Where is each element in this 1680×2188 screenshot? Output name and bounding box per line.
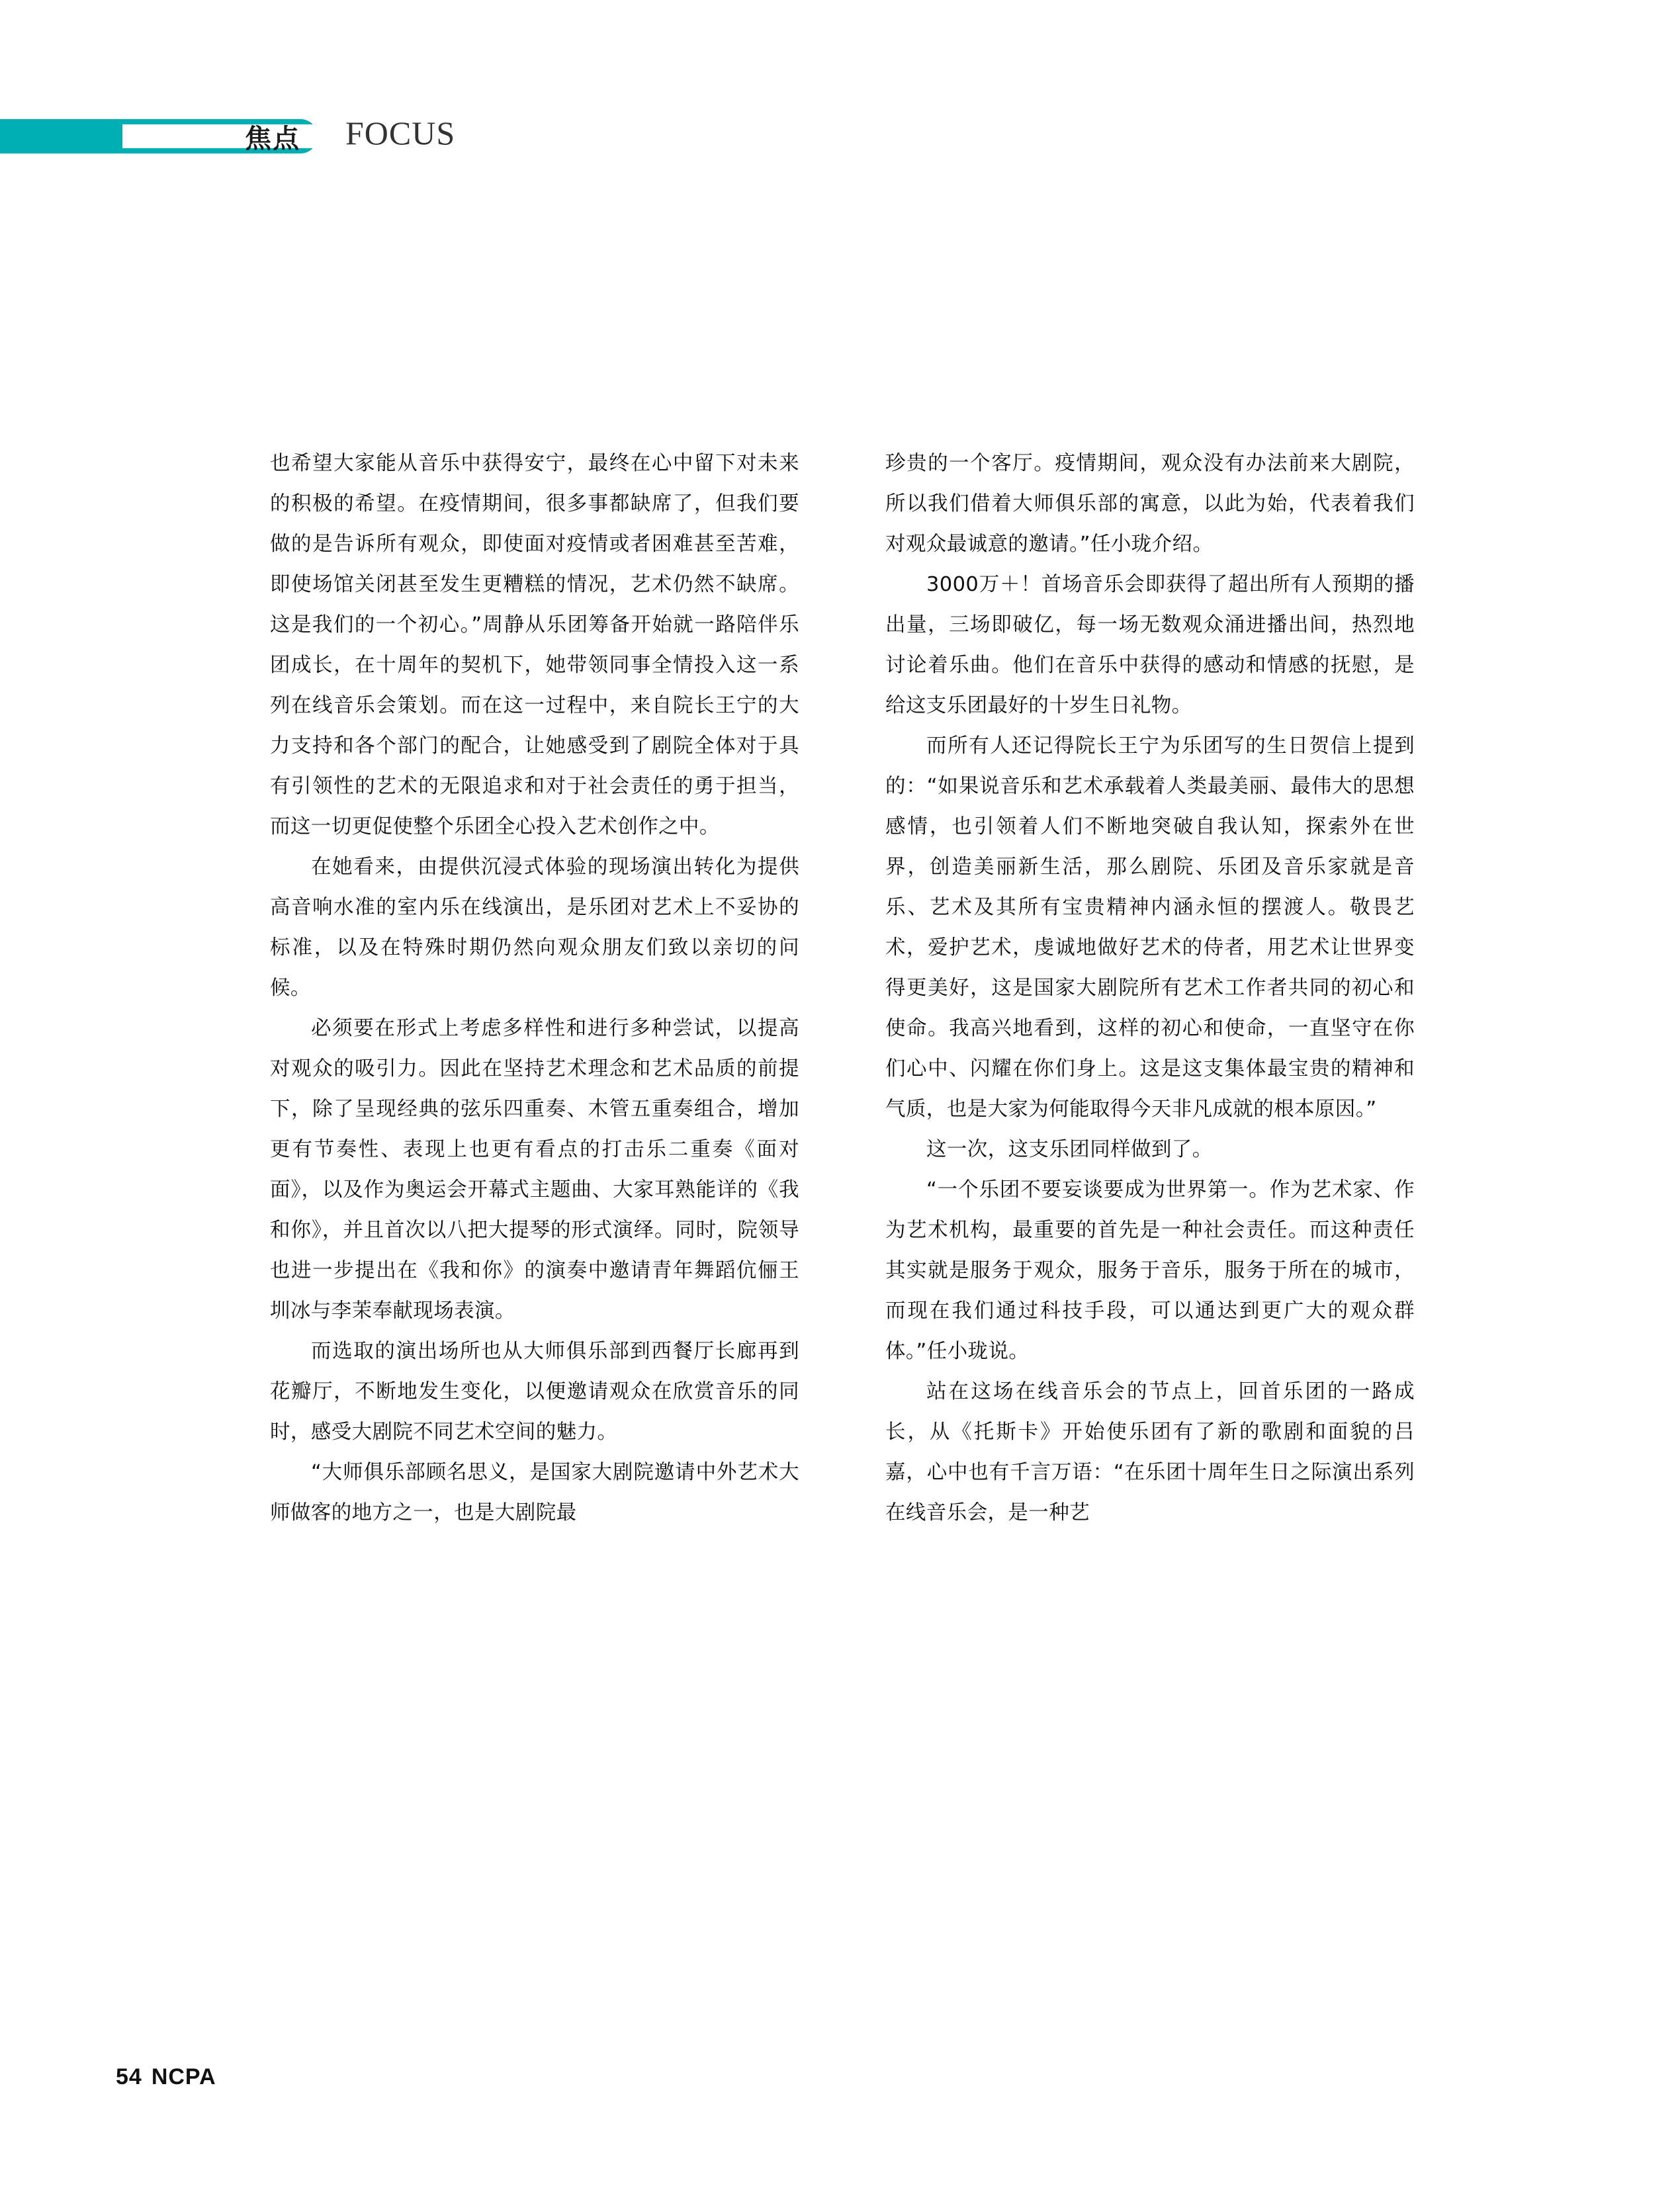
paragraph: 而选取的演出场所也从大师俱乐部到西餐厅长廊再到花瓣厅，不断地发生变化，以便邀请观众在欣赏音乐的同时，感受大剧院不同艺术空间的魅力。 — [270, 1340, 799, 1444]
paragraph: 必须要在形式上考虑多样性和进行多种尝试，以提高对观众的吸引力。因此在坚持艺术理念和艺术品质的前提下，除了呈现经典的弦乐四重奏、木管五重奏组合，增加更有节奏性、表现上也更有看点的打击乐二重奏《面对面》，以及作为奥运会开幕式主题曲、大家耳熟能详的《我和你》，并且首次以八把大提琴的形式演绎。同时，院领导也进一步提出在《我和你》的演奏中邀请青年舞蹈伉俪王圳冰与李茉奉献现场表演。 — [270, 1017, 799, 1323]
paragraph: 也希望大家能从音乐中获得安宁，最终在心中留下对未来的积极的希望。在疫情期间，很多事都缺席了，但我们要做的是告诉所有观众，即使面对疫情或者困难甚至苦难，即使场馆关闭甚至发生更糟糕的情况，艺术仍然不缺席。这是我们的一个初心。”周静从乐团筹备开始就一路陪伴乐团成长，在十周年的契机下，她带领同事全情投入这一系列在线音乐会策划。而在这一过程中，来自院长王宁的大力支持和各个部门的配合，让她感受到了剧院全体对于具有引领性的艺术的无限追求和对于社会责任的勇于担当，而这一切更促使整个乐团全心投入艺术创作之中。 — [270, 452, 799, 838]
column-left — [270, 443, 799, 1533]
publication-name: NCPA — [151, 2064, 216, 2089]
paragraph: 3000万＋！首场音乐会即获得了超出所有人预期的播出量，三场即破亿，每一场无数观众涌进播出间，热烈地讨论着乐曲。他们在音乐中获得的感动和情感的抚慰，是给这支乐团最好的十岁生日礼物。 — [885, 573, 1415, 717]
paragraph: 在她看来，由提供沉浸式体验的现场演出转化为提供高音响水准的室内乐在线演出，是乐团对艺术上不妥协的标准，以及在特殊时期仍然向观众朋友们致以亲切的问候。 — [270, 855, 799, 1000]
paragraph: 而所有人还记得院长王宁为乐团写的生日贺信上提到的：“如果说音乐和艺术承载着人类最美丽、最伟大的思想感情，也引领着人们不断地突破自我认知，探索外在世界，创造美丽新生活，那么剧院、乐团及音乐家就是音乐、艺术及其所有宝贵精神内涵永恒的摆渡人。敬畏艺术，爱护艺术，虔诚地做好艺术的侍者，用艺术让世界变得更美好，这是国家大剧院所有艺术工作者共同的初心和使命。我高兴地看到，这样的初心和使命，一直坚守在你们心中、闪耀在你们身上。这是这支集体最宝贵的精神和气质，也是大家为何能取得今天非凡成就的根本原因。” — [885, 734, 1415, 1121]
paragraph: 这一次，这支乐团同样做到了。 — [926, 1138, 1213, 1161]
column-right — [885, 443, 1415, 1533]
paragraph: “大师俱乐部顾名思义，是国家大剧院邀请中外艺术大师做客的地方之一，也是大剧院最 — [270, 1461, 799, 1524]
section-title-cn: 焦点 — [245, 124, 300, 153]
page-number: 54 — [116, 2064, 142, 2089]
paragraph: 珍贵的一个客厅。疫情期间，观众没有办法前来大剧院，所以我们借着大师俱乐部的寓意，以此为始，代表着我们对观众最诚意的邀请。”任小珑介绍。 — [885, 452, 1415, 556]
section-title-en: FOCUS — [345, 114, 456, 152]
header-accent-cutout — [122, 124, 361, 148]
article-body — [270, 443, 1415, 1533]
page-footer — [116, 2064, 216, 2090]
paragraph: 站在这场在线音乐会的节点上，回首乐团的一路成长，从《托斯卡》开始使乐团有了新的歌剧和面貌的吕嘉，心中也有千言万语：“在乐团十周年生日之际演出系列在线音乐会，是一种艺 — [885, 1380, 1415, 1524]
paragraph: “一个乐团不要妄谈要成为世界第一。作为艺术家、作为艺术机构，最重要的首先是一种社会责任。而这种责任其实就是服务于观众，服务于音乐，服务于所在的城市，而现在我们通过科技手段，可以通达到更广大的观众群体。”任小珑说。 — [885, 1178, 1415, 1363]
